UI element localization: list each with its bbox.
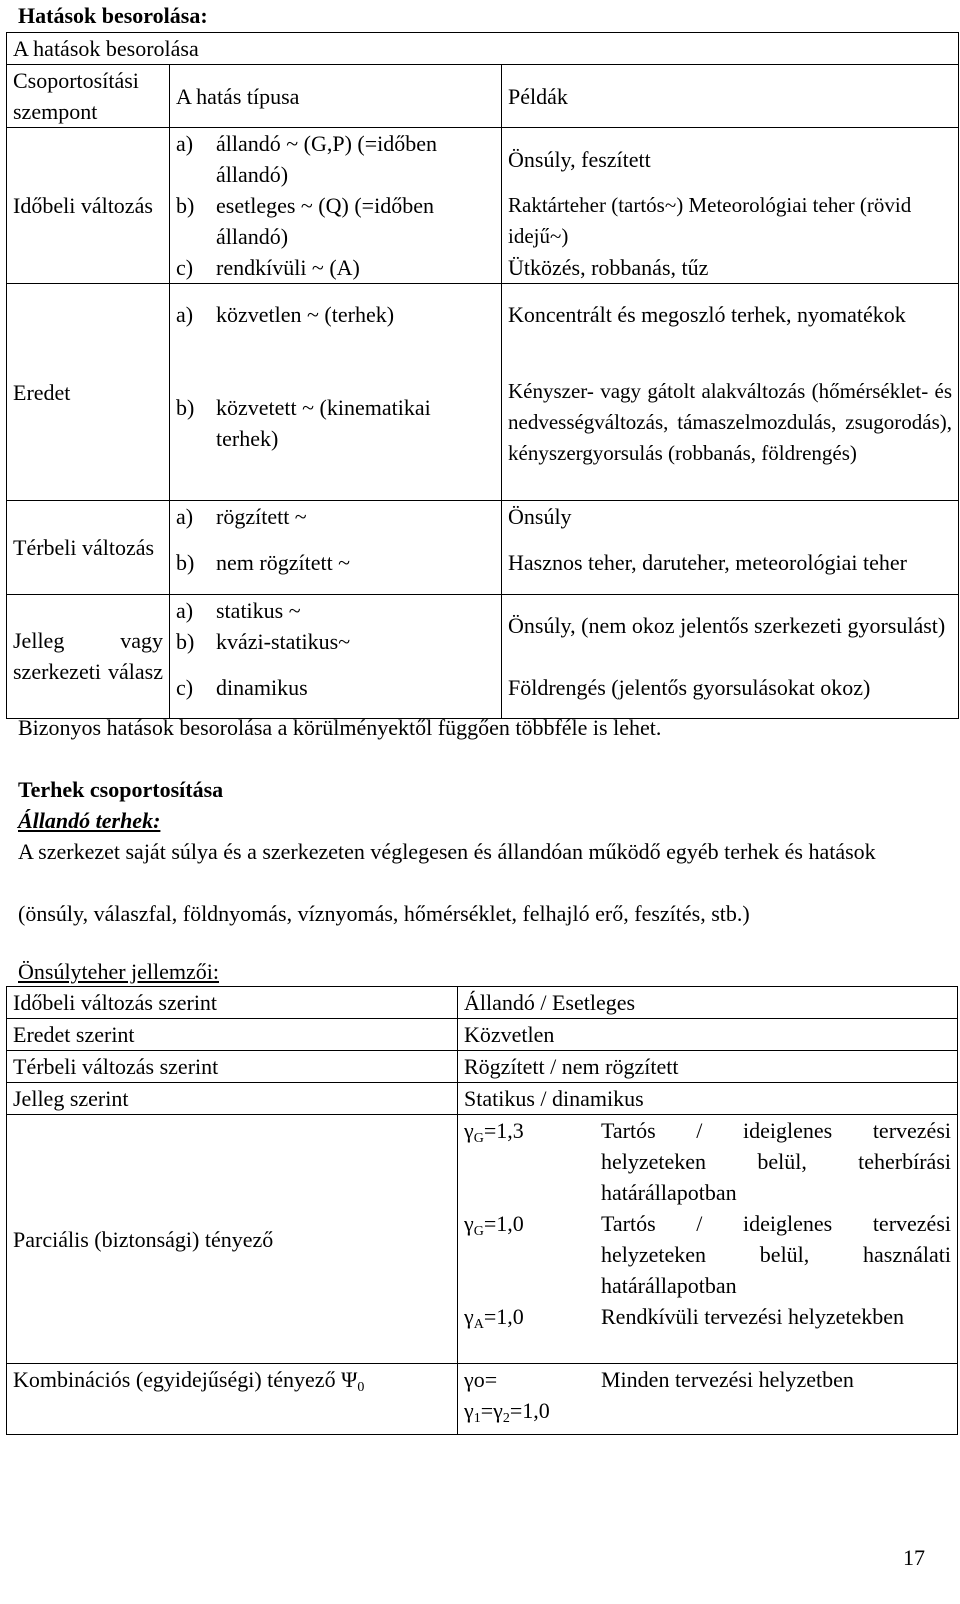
header-type: A hatás típusa — [170, 65, 502, 128]
property-value: Közvetlen — [458, 1019, 958, 1051]
property-key: Eredet szerint — [7, 1019, 458, 1051]
example-cell: Önsúly, feszített — [502, 128, 959, 191]
group-character: Jelleg vagy szerkezeti válasz — [7, 594, 170, 719]
type-cell: a) állandó ~ (G,P) (=időben állandó) — [170, 128, 502, 191]
type-cell: a) rögzített ~ — [170, 501, 502, 533]
property-key: Térbeli változás szerint — [7, 1051, 458, 1083]
example-cell: Ütközés, robbanás, tűz — [502, 252, 959, 284]
section-heading: Terhek csoportosítása — [18, 777, 224, 802]
partial-factor-key: Parciális (biztonsági) tényező — [7, 1115, 458, 1364]
section-subheading: Állandó terhek: — [18, 808, 161, 833]
table-caption: A hatások besorolása — [7, 33, 959, 65]
property-value: Állandó / Esetleges — [458, 987, 958, 1019]
property-value: Rögzített / nem rögzített — [458, 1051, 958, 1083]
type-cell: b) közvetett ~ (kinematikai terhek) — [170, 346, 502, 501]
table2-caption: Önsúlyteher jellemzői: — [18, 959, 219, 984]
effects-classification-table — [6, 32, 959, 719]
type-cell: c) dinamikus — [170, 657, 502, 719]
type-cell: a) statikus ~ b) kvázi-statikus~ — [170, 594, 502, 657]
example-cell: Földrengés (jelentős gyorsulásokat okoz) — [502, 657, 959, 719]
type-cell: b) esetleges ~ (Q) (=időben állandó) — [170, 190, 502, 252]
classification-note: Bizonyos hatások besorolása a körülményektől függően többféle is lehet. — [18, 715, 662, 740]
example-cell: Kényszer- vagy gátolt alakváltozás (hőmérséklet- és nedvességváltozás, támaszelmozdulás, zsugorodás), kényszergyorsulás (robbanás, földrengés) — [502, 346, 959, 501]
group-temporal: Időbeli változás — [7, 128, 170, 284]
type-cell: c) rendkívüli ~ (A) — [170, 252, 502, 284]
type-cell: a) közvetlen ~ (terhek) — [170, 284, 502, 346]
header-grouping: Csoportosítási szempont — [7, 65, 170, 128]
property-key: Időbeli változás szerint — [7, 987, 458, 1019]
property-value: Statikus / dinamikus — [458, 1083, 958, 1115]
property-key: Jelleg szerint — [7, 1083, 458, 1115]
group-spatial: Térbeli változás — [7, 501, 170, 595]
permanent-loads-examples: (önsúly, válaszfal, földnyomás, víznyomás, hőmérséklet, felhajló erő, feszítés, stb.) — [18, 901, 750, 926]
example-cell: Önsúly — [502, 501, 959, 533]
example-cell: Hasznos teher, daruteher, meteorológiai teher — [502, 532, 959, 594]
example-cell: Raktárteher (tartós~) Meteorológiai teher (rövid idejű~) — [502, 190, 959, 252]
type-cell: b) nem rögzített ~ — [170, 532, 502, 594]
combination-factor-values: γo= $\gamma_1=\gamma_2=1,0$ Minden tervezési helyzetben — [458, 1364, 958, 1435]
group-origin: Eredet — [7, 284, 170, 501]
self-weight-properties-table — [6, 986, 958, 1435]
partial-factor-entry: $\gamma_G=1,0$ Tartós / ideiglenes tervezési helyzeteken belül, használati határállapotban — [464, 1211, 951, 1298]
partial-factor-entry: $\gamma_G=1,3$ Tartós / ideiglenes tervezési helyzeteken belül, teherbírási határállapotban — [464, 1118, 951, 1205]
page-number: 17 — [903, 1545, 925, 1570]
permanent-loads-definition: A szerkezet saját súlya és a szerkezeten véglegesen és állandóan működő egyéb terhek és hatások — [18, 839, 876, 864]
page-title: Hatások besorolása: — [18, 3, 208, 28]
partial-factor-entry: $\gamma_A=1,0$ Rendkívüli tervezési helyzetekben — [464, 1304, 904, 1332]
partial-factor-values — [458, 1115, 958, 1364]
example-cell: Önsúly, (nem okoz jelentős szerkezeti gyorsulást) — [502, 594, 959, 657]
combination-factor-key: Kombinációs (egyidejűségi) tényező $\Psi_0$ — [7, 1364, 458, 1435]
example-cell: Koncentrált és megoszló terhek, nyomatékok — [502, 284, 959, 346]
header-examples: Példák — [502, 65, 959, 128]
